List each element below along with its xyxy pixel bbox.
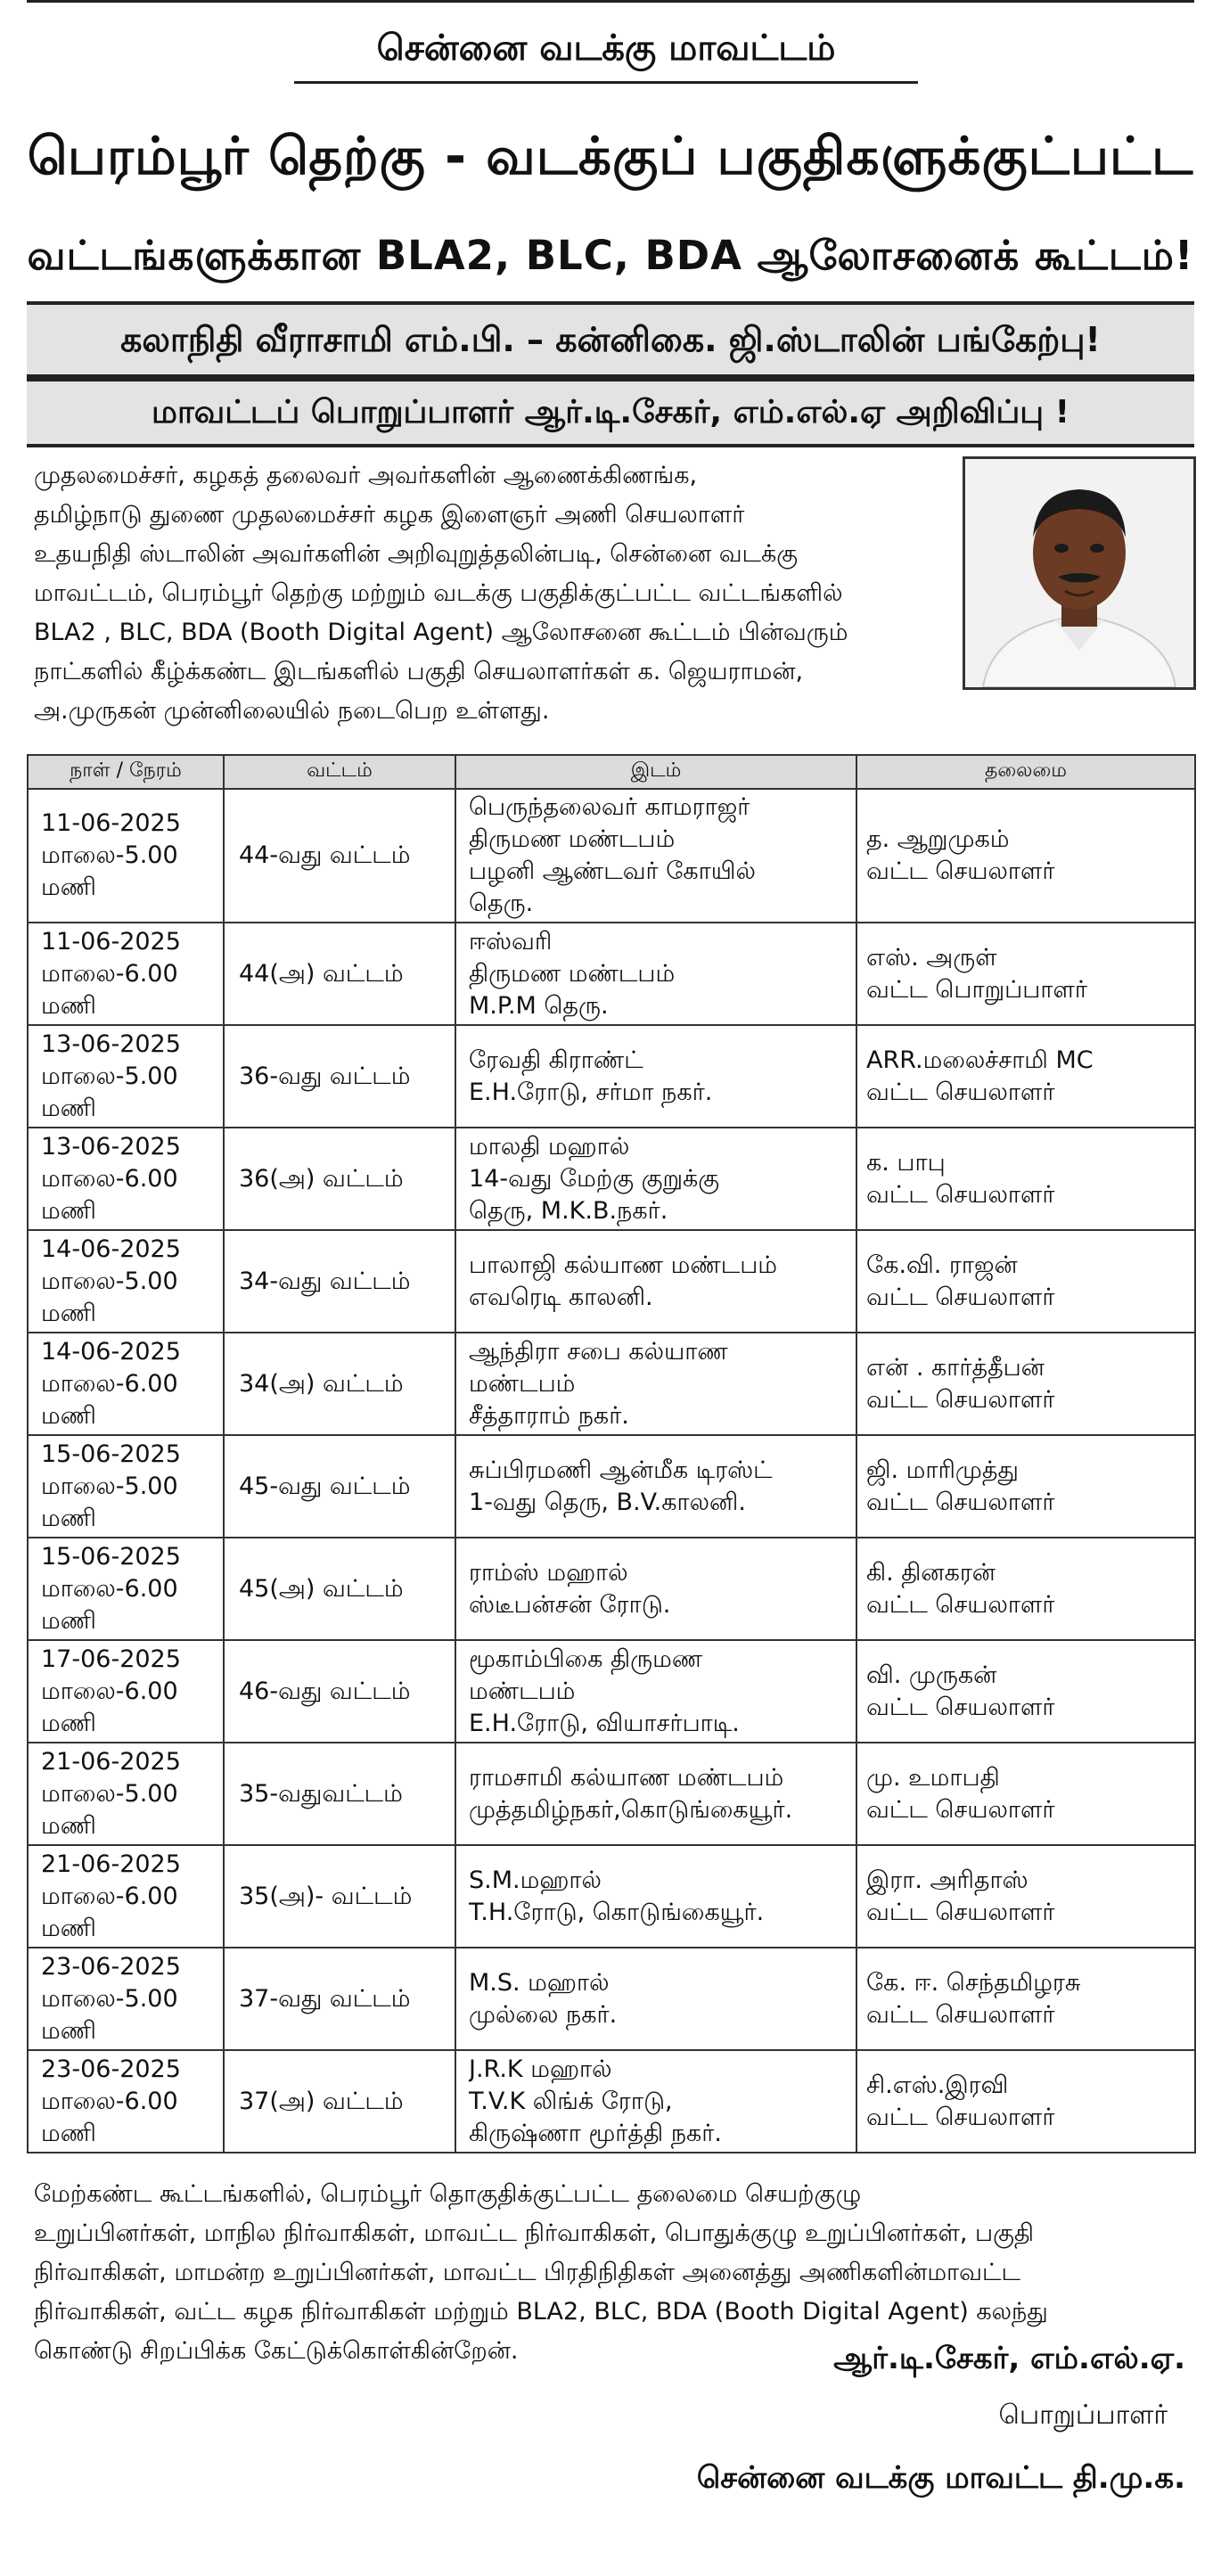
- venue-cell: [455, 1128, 856, 1230]
- date-time-line: மாலை-6.00: [41, 959, 178, 988]
- venue-cell: [455, 923, 856, 1025]
- date-time-line: மாலை-6.00: [41, 1882, 178, 1910]
- intro-line: உதயநிதி ஸ்டாலின் அவர்களின் அறிவுறுத்தலின்படி, சென்னை வடக்கு: [34, 540, 799, 568]
- table-row: [28, 2050, 1195, 2153]
- date-time-line: மணி: [41, 2119, 96, 2147]
- date-time-line: 11-06-2025: [41, 927, 181, 956]
- chair-line: வட்ட பொறுப்பாளர்: [866, 975, 1087, 1004]
- signatory-organization: சென்னை வடக்கு மாவட்ட தி.மு.க.: [696, 2460, 1185, 2496]
- header-venue: இடம்: [455, 755, 856, 789]
- date-time-line: மணி: [41, 1299, 96, 1327]
- venue-line: பெருந்தலைவர் காமராஜர்: [469, 793, 750, 821]
- date-time-line: 17-06-2025: [41, 1645, 181, 1673]
- venue-line: சீத்தாராம் நகர்.: [469, 1401, 629, 1430]
- chair-cell: [856, 789, 1195, 923]
- table-row: [28, 1333, 1195, 1435]
- date-time-line: 13-06-2025: [41, 1030, 181, 1058]
- venue-cell: [455, 1845, 856, 1948]
- intro-line: தமிழ்நாடு துணை முதலமைச்சர் கழக இளைஞர் அணி செயலாளர்: [34, 501, 745, 529]
- date-time-line: மாலை-6.00: [41, 1574, 178, 1603]
- signatory-role: பொறுப்பாளர்: [998, 2400, 1168, 2431]
- ward-cell: 37(அ) வட்டம்: [224, 2050, 455, 2153]
- header-date-time: நாள் / நேரம்: [28, 755, 224, 789]
- date-time-line: மாலை-5.00: [41, 1062, 178, 1090]
- venue-line: S.M.மஹால்: [469, 1866, 602, 1894]
- intro-line: மாவட்டம், பெரம்பூர் தெற்கு மற்றும் வடக்கு பகுதிக்குட்பட்ட வட்டங்களில்: [34, 579, 843, 607]
- venue-line: E.H.ரோடு, வியாசர்பாடி.: [469, 1709, 740, 1737]
- date-time-cell: [28, 1845, 224, 1948]
- chair-line: வட்ட செயலாளர்: [866, 2000, 1055, 2029]
- venue-line: J.R.K மஹால்: [469, 2055, 612, 2083]
- date-time-line: மாலை-6.00: [41, 1164, 178, 1193]
- venue-line: சுப்பிரமணி ஆன்மீக டிரஸ்ட்: [469, 1456, 773, 1484]
- date-time-line: மணி: [41, 874, 96, 901]
- date-time-line: மாலை-6.00: [41, 2087, 178, 2115]
- participation-banner: கலாநிதி வீராசாமி எம்.பி. – கன்னிகை. ஜி.ஸ்டாலின் பங்கேற்பு!: [27, 301, 1194, 378]
- table-row: [28, 1640, 1195, 1743]
- venue-line: M.P.M தெரு.: [469, 991, 609, 1020]
- chair-line: வட்ட செயலாளர்: [866, 1795, 1055, 1824]
- venue-cell: [455, 1230, 856, 1333]
- venue-line: திருமண மண்டபம்: [469, 959, 676, 988]
- date-time-line: 15-06-2025: [41, 1440, 181, 1468]
- date-time-cell: [28, 1128, 224, 1230]
- chair-line: ARR.மலைச்சாமி MC: [866, 1046, 1094, 1074]
- venue-line: கிருஷ்ணா மூர்த்தி நகர்.: [469, 2119, 722, 2147]
- date-time-line: மாலை-5.00: [41, 1984, 178, 2013]
- venue-line: தெரு, M.K.B.நகர்.: [469, 1196, 668, 1225]
- venue-cell: [455, 1640, 856, 1743]
- date-time-line: 11-06-2025: [41, 809, 181, 837]
- date-time-line: மாலை-6.00: [41, 1369, 178, 1398]
- venue-cell: [455, 1743, 856, 1845]
- schedule-table: [27, 754, 1196, 2154]
- chair-line: த. ஆறுமுகம்: [866, 825, 1010, 853]
- date-time-line: மணி: [41, 991, 96, 1020]
- chair-cell: [856, 2050, 1195, 2153]
- date-time-cell: [28, 1538, 224, 1640]
- headline-line-2: வட்டங்களுக்கான BLA2, BLC, BDA ஆலோசனைக் கூட்டம்!: [27, 232, 1194, 279]
- date-time-line: மணி: [41, 1094, 96, 1122]
- chair-cell: [856, 1333, 1195, 1435]
- venue-line: ராம்ஸ் மஹால்: [469, 1558, 628, 1587]
- venue-line: ஸ்டீபன்சன் ரோடு.: [469, 1590, 671, 1619]
- venue-line: மண்டபம்: [469, 1677, 576, 1705]
- header-ward: வட்டம்: [224, 755, 455, 789]
- date-time-cell: [28, 1333, 224, 1435]
- date-time-line: மாலை-5.00: [41, 1779, 178, 1808]
- top-rule: [27, 0, 1194, 11]
- date-time-line: 14-06-2025: [41, 1337, 181, 1366]
- chair-line: மு. உமாபதி: [866, 1763, 1000, 1792]
- date-time-line: 23-06-2025: [41, 2055, 181, 2083]
- chair-line: வட்ட செயலாளர்: [866, 1078, 1055, 1106]
- venue-cell: [455, 1333, 856, 1435]
- chair-line: என் . கார்த்தீபன்: [866, 1353, 1045, 1382]
- chair-line: இரா. அரிதாஸ்: [866, 1866, 1028, 1894]
- table-row: [28, 923, 1195, 1025]
- table-row: [28, 1435, 1195, 1538]
- date-time-line: மாலை-5.00: [41, 1267, 178, 1295]
- date-time-cell: [28, 1435, 224, 1538]
- chair-line: வட்ட செயலாளர்: [866, 1283, 1055, 1311]
- date-time-line: மணி: [41, 1709, 96, 1737]
- header-chair: தலைமை: [856, 755, 1195, 789]
- chair-line: வட்ட செயலாளர்: [866, 1590, 1055, 1619]
- chair-cell: [856, 1435, 1195, 1538]
- venue-line: மாலதி மஹால்: [469, 1132, 630, 1161]
- venue-line: திருமண மண்டபம்: [469, 825, 676, 853]
- table-row: [28, 789, 1195, 923]
- date-time-line: மணி: [41, 1811, 96, 1840]
- intro-line: BLA2 , BLC, BDA (Booth Digital Agent) ஆலோசனை கூட்டம் பின்வரும்: [34, 619, 848, 646]
- ward-cell: 36-வது வட்டம்: [224, 1025, 455, 1128]
- venue-line: பழனி ஆண்டவர் கோயில்: [469, 857, 756, 885]
- intro-line: முதலமைச்சர், கழகத் தலைவர் அவர்களின் ஆணைக்கிணங்க,: [34, 462, 698, 489]
- chair-cell: [856, 1845, 1195, 1948]
- chair-line: வட்ட செயலாளர்: [866, 857, 1055, 885]
- date-time-cell: [28, 1948, 224, 2050]
- closing-line: உறுப்பினர்கள், மாநில நிர்வாகிகள், மாவட்ட நிர்வாகிகள், பொதுக்குழு உறுப்பினர்கள், பகுதி: [34, 2219, 1035, 2247]
- chair-line: வி. முருகன்: [866, 1661, 997, 1689]
- date-time-line: 23-06-2025: [41, 1952, 181, 1981]
- date-time-line: 15-06-2025: [41, 1542, 181, 1571]
- ward-cell: 35-வதுவட்டம்: [224, 1743, 455, 1845]
- headline-line-1: பெரம்பூர் தெற்கு - வடக்குப் பகுதிகளுக்குட்பட்ட: [27, 126, 1194, 186]
- date-time-line: 14-06-2025: [41, 1235, 181, 1263]
- ward-cell: 45-வது வட்டம்: [224, 1435, 455, 1538]
- date-time-line: மணி: [41, 1196, 96, 1225]
- closing-line: கொண்டு சிறப்பிக்க கேட்டுக்கொள்கின்றேன்.: [34, 2337, 519, 2365]
- intro-line: அ.முருகன் முன்னிலையில் நடைபெற உள்ளது.: [34, 697, 550, 725]
- venue-cell: [455, 1538, 856, 1640]
- date-time-cell: [28, 1230, 224, 1333]
- date-time-line: மணி: [41, 1401, 96, 1430]
- ward-cell: 37-வது வட்டம்: [224, 1948, 455, 2050]
- chair-cell: [856, 1025, 1195, 1128]
- venue-line: T.H.ரோடு, கொடுங்கையூர்.: [469, 1898, 765, 1926]
- chair-line: கே.வி. ராஜன்: [866, 1251, 1018, 1279]
- ward-cell: 34(அ) வட்டம்: [224, 1333, 455, 1435]
- venue-line: ரேவதி கிராண்ட்: [469, 1046, 643, 1074]
- date-time-line: மாலை-5.00: [41, 841, 178, 869]
- chair-line: வட்ட செயலாளர்: [866, 1385, 1055, 1414]
- venue-line: பாலாஜி கல்யாண மண்டபம்: [469, 1251, 778, 1279]
- chair-line: வட்ட செயலாளர்: [866, 1693, 1055, 1721]
- ward-cell: 36(அ) வட்டம்: [224, 1128, 455, 1230]
- chair-line: கி. தினகரன்: [866, 1558, 996, 1587]
- district-title: சென்னை வடக்கு மாவட்டம்: [294, 12, 918, 84]
- venue-line: M.S. மஹால்: [469, 1968, 610, 1997]
- chair-line: சி.எஸ்.இரவி: [866, 2071, 1009, 2099]
- chair-line: வட்ட செயலாளர்: [866, 1180, 1055, 1209]
- date-time-cell: [28, 1743, 224, 1845]
- date-time-cell: [28, 923, 224, 1025]
- venue-cell: [455, 2050, 856, 2153]
- chair-line: வட்ட செயலாளர்: [866, 2103, 1055, 2131]
- venue-line: மண்டபம்: [469, 1369, 576, 1398]
- chair-line: கே. ஈ. செந்தமிழரசு: [866, 1968, 1081, 1997]
- chair-cell: [856, 1640, 1195, 1743]
- table-row: [28, 1845, 1195, 1948]
- venue-cell: [455, 1025, 856, 1128]
- date-time-line: மணி: [41, 1914, 96, 1942]
- table-row: [28, 1948, 1195, 2050]
- date-time-cell: [28, 789, 224, 923]
- venue-line: E.H.ரோடு, சர்மா நகர்.: [469, 1078, 713, 1106]
- chair-line: ஜி. மாரிமுத்து: [866, 1456, 1019, 1484]
- ward-cell: 45(அ) வட்டம்: [224, 1538, 455, 1640]
- venue-line: ராமசாமி கல்யாண மண்டபம்: [469, 1763, 784, 1792]
- table-row: [28, 1743, 1195, 1845]
- venue-line: தெரு.: [469, 890, 534, 917]
- closing-line: நிர்வாகிகள், மாமன்ற உறுப்பினர்கள், மாவட்ட பிரதிநிதிகள் அனைத்து அணிகளின்மாவட்ட: [34, 2259, 1020, 2286]
- chair-line: வட்ட செயலாளர்: [866, 1898, 1055, 1926]
- date-time-cell: [28, 1640, 224, 1743]
- chair-cell: [856, 1538, 1195, 1640]
- venue-line: 14-வது மேற்கு குறுக்கு: [469, 1164, 720, 1193]
- signatory-name: ஆர்.டி.சேகர், எம்.எல்.ஏ.: [833, 2341, 1185, 2376]
- table-row: [28, 1230, 1195, 1333]
- date-time-line: 13-06-2025: [41, 1132, 181, 1161]
- venue-line: மூகாம்பிகை திருமண: [469, 1645, 703, 1673]
- announcement-banner: மாவட்டப் பொறுப்பாளர் ஆர்.டி.சேகர், எம்.எல்.ஏ அறிவிப்பு !: [27, 378, 1194, 447]
- table-row: [28, 1538, 1195, 1640]
- table-row: [28, 1025, 1195, 1128]
- ward-cell: 34-வது வட்டம்: [224, 1230, 455, 1333]
- venue-line: எவரெடி காலனி.: [469, 1283, 653, 1311]
- venue-line: முல்லை நகர்.: [469, 2000, 618, 2029]
- venue-line: ஈஸ்வரி: [469, 927, 553, 956]
- venue-cell: [455, 1948, 856, 2050]
- venue-line: T.V.K லிங்க் ரோடு,: [469, 2087, 673, 2115]
- date-time-line: மாலை-5.00: [41, 1472, 178, 1500]
- table-header-row: [28, 755, 1195, 789]
- portrait-photo-icon: [965, 459, 1193, 687]
- date-time-line: 21-06-2025: [41, 1747, 181, 1776]
- venue-line: முத்தமிழ்நகர்,கொடுங்கையூர்.: [469, 1795, 793, 1824]
- schedule-body: [28, 789, 1195, 2153]
- date-time-cell: [28, 2050, 224, 2153]
- chair-line: க. பாபு: [866, 1148, 946, 1177]
- chair-line: வட்ட செயலாளர்: [866, 1488, 1055, 1516]
- date-time-line: 21-06-2025: [41, 1850, 181, 1878]
- ward-cell: 44-வது வட்டம்: [224, 789, 455, 923]
- date-time-line: மணி: [41, 1606, 96, 1635]
- date-time-line: மணி: [41, 2016, 96, 2045]
- venue-line: 1-வது தெரு, B.V.காலனி.: [469, 1488, 746, 1516]
- chair-cell: [856, 1948, 1195, 2050]
- venue-cell: [455, 789, 856, 923]
- closing-line: நிர்வாகிகள், வட்ட கழக நிர்வாகிகள் மற்றும் BLA2, BLC, BDA (Booth Digital Agent) கலந்து: [34, 2298, 1048, 2326]
- ward-cell: 35(அ)- வட்டம்: [224, 1845, 455, 1948]
- intro-paragraph: [34, 456, 952, 731]
- date-time-line: மாலை-6.00: [41, 1677, 178, 1705]
- ward-cell: 46-வது வட்டம்: [224, 1640, 455, 1743]
- chair-line: எஸ். அருள்: [866, 943, 997, 972]
- venue-line: ஆந்திரா சபை கல்யாண: [469, 1337, 728, 1366]
- chair-cell: [856, 1128, 1195, 1230]
- closing-line: மேற்கண்ட கூட்டங்களில், பெரம்பூர் தொகுதிக்குட்பட்ட தலைமை செயற்குழு: [34, 2180, 862, 2208]
- chair-cell: [856, 1230, 1195, 1333]
- venue-cell: [455, 1435, 856, 1538]
- chair-cell: [856, 923, 1195, 1025]
- intro-line: நாட்களில் கீழ்க்கண்ட இடங்களில் பகுதி செயலாளர்கள் க. ஜெயராமன்,: [34, 658, 804, 685]
- date-time-cell: [28, 1025, 224, 1128]
- table-row: [28, 1128, 1195, 1230]
- ward-cell: 44(அ) வட்டம்: [224, 923, 455, 1025]
- portrait-photo: [963, 456, 1196, 690]
- date-time-line: மணி: [41, 1504, 96, 1532]
- chair-cell: [856, 1743, 1195, 1845]
